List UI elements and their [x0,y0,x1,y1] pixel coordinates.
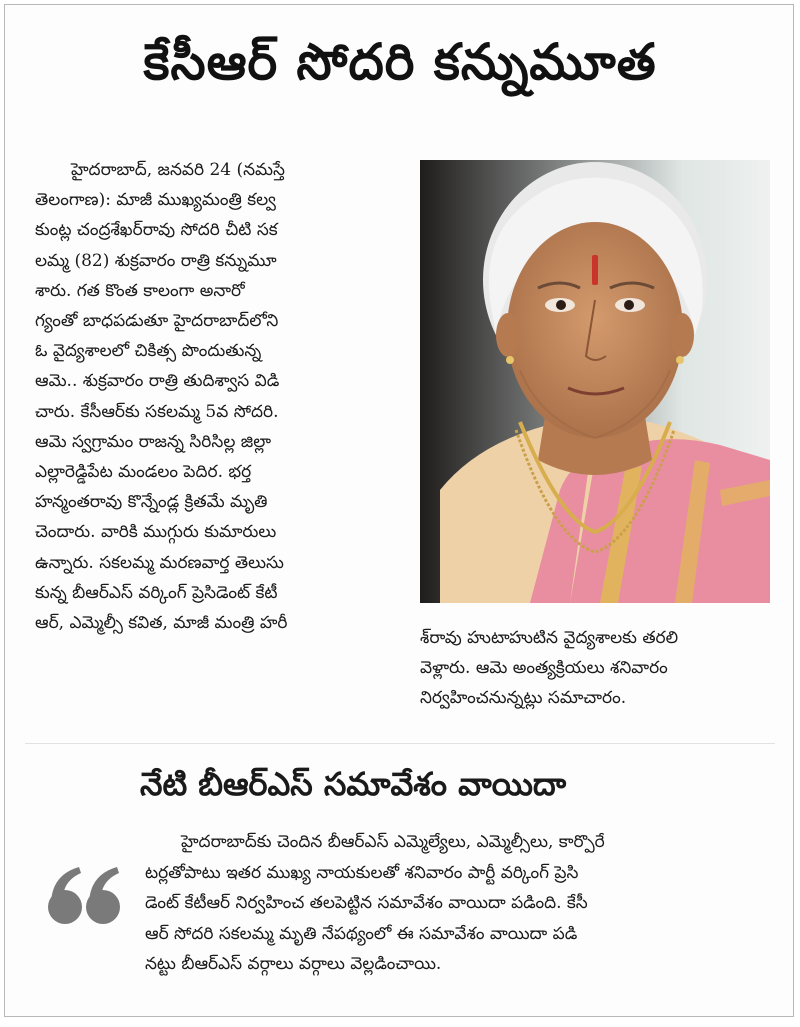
subarticle-line: నట్టు బీఆర్‌ఎస్ వర్గాలు వర్గాలు వెల్లడించాయి. [145,954,442,974]
article-line: ఉన్నారు. సకలమ్మ మరణవార్త తెలుసు [35,552,284,573]
newspaper-clipping [4,4,794,1017]
article-line: హన్మంతరావు కొన్నేండ్ల క్రితమే మృతి [35,492,268,513]
article-line: తెలంగాణ): మాజీ ముఖ్యమంత్రి కల్వ [35,190,276,211]
article-body-left [35,155,405,638]
subarticle-body [145,827,775,980]
section-divider [25,743,775,744]
subarticle-line: డెంట్ కేటీఆర్ నిర్వహించ తలపెట్టిన సమావేశం వాయిదా పడింది. కేసీ [145,893,588,913]
article-line: లమ్మ (82) శుక్రవారం రాత్రి కన్నుమూ [35,250,277,271]
quote-open-icon [45,857,125,937]
subarticle-line: టర్లతోపాటు ఇతర ముఖ్య నాయకులతో శనివారం పార్టీ వర్కింగ్ ప్రెసి [145,862,579,883]
article-line: నిర్వహించనున్నట్లు సమాచారం. [420,688,627,709]
article-line: శ్‌రావు హుటాహుటిన వైద్యశాలకు తరలి [420,628,679,648]
subarticle-title: నేటి బీఆర్‌ఎస్ సమావేశం వాయిదా [140,765,567,803]
article-line: ఎల్లారెడ్డిపేట మండలం పెదిర. భర్త [35,462,252,483]
tilak [592,255,598,285]
article-line: చారు. కేసీఆర్‌కు సకలమ్మ 5వ సోదరి. [35,401,279,422]
article-line: ఆమె స్వగ్రామం రాజన్న సిరిసిల్ల జిల్లా [35,431,272,452]
article-line: ఓ వైద్యశాలలో చికిత్స పొందుతున్న [35,341,262,362]
article-line: గ్యంతో బాధపడుతూ హైదరాబాద్‌లోని [35,311,279,332]
article-body-right [420,623,770,714]
article-line: కుంట్ల చంద్రశేఖర్‌రావు సోదరి చీటి సక [35,220,278,241]
article-line: ఆర్, ఎమ్మెల్సీ కవిత, మాజీ మంత్రి హరీ [35,613,288,634]
face [507,222,683,438]
article-line: శారు. గత కొంత కాలంగా అనారో [35,280,245,301]
portrait-photo [420,160,770,603]
article-line: వెళ్లారు. ఆమె అంత్యక్రియలు శనివారం [420,658,668,679]
subarticle-line: హైదరాబాద్‌కు చెందిన బీఆర్‌ఎస్ ఎమ్మెల్యేలు, ఎమ్మెల్సీలు, కార్పొరే [181,832,605,852]
article-line: కున్న బీఆర్‌ఎస్ వర్కింగ్ ప్రెసిడెంట్ కేటీ [35,582,278,603]
subarticle-line: ఆర్ సోదరి సకలమ్మ మృతి నేపథ్యంలో ఈ సమావేశం వాయిదా పడి [145,923,578,944]
article-line: ఆమె.. శుక్రవారం రాత్రి తుదిశ్వాస విడి [35,371,280,392]
headline: కేసీఆర్ సోదరి కన్నుమూత [143,33,657,91]
article-line: హైదరాబాద్, జనవరి 24 (నమస్తే [71,160,285,180]
article-line: చెందారు. వారికి ముగ్గురు కుమారులు [35,522,277,543]
